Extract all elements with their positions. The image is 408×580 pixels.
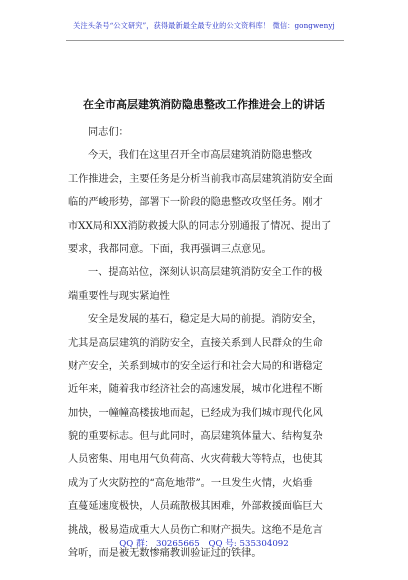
body-line: 耸听，而是被无数惨痛教训验证过的铁律。 — [68, 548, 262, 560]
qq-group-text: QQ 群： 30265665 — [119, 539, 200, 549]
header-divider — [66, 40, 344, 41]
qq-number-text: QQ 号: 535304092 — [208, 539, 289, 549]
body-line: 财产安全，关系到城市的安全运行和社会大局的和谐稳定 — [68, 360, 323, 372]
body-line: 挑战，极易造成重大人员伤亡和财产损失。这绝不是危言 — [68, 524, 323, 536]
body-line: 工作推进会，主要任务是分析当前我市高层建筑消防安全面 — [68, 173, 333, 185]
body-line: 直蔓延速度极快，人员疏散极其困难，外部救援面临巨大 — [68, 501, 323, 513]
header-note: 关注头条号“公文研究”，获得最新最全最专业的公文资料库！ 微信：gongwenyj — [73, 21, 335, 30]
body-line: 尤其是高层建筑的消防安全，直接关系到人民群众的生命 — [68, 337, 323, 349]
document-title: 在全市高层建筑消防隐患整改工作推进会上的讲话 — [83, 98, 325, 111]
section-heading-line: 一、提高站位，深刻认识高层建筑消防安全工作的极 — [88, 267, 323, 279]
body-line: 加快，一幢幢高楼拔地而起，已经成为我们城市现代化风 — [68, 407, 323, 419]
body-line: 成为了火灾防控的“高危地带”。一旦发生火情，火焰垂 — [68, 477, 313, 489]
body-line: 临的严峻形势，部署下一阶段的隐患整改攻坚任务。刚才 — [68, 197, 323, 209]
body-line: 要求，我都同意。下面，我再强调三点意见。 — [68, 243, 272, 255]
body-line: 人员密集、用电用气负荷高、火灾荷载大等特点，也使其 — [68, 454, 323, 466]
footer-contacts — [0, 537, 408, 549]
body-line: 今天，我们在这里召开全市高层建筑消防隐患整改 — [88, 150, 313, 162]
body-line: 近年来，随着我市经济社会的高速发展，城市化进程不断 — [68, 384, 323, 396]
body-line: 市XX局和XX消防救援大队的同志分别通报了情况、提出了 — [68, 220, 332, 232]
document-body — [68, 121, 344, 565]
body-line: 安全是发展的基石，稳定是大局的前提。消防安全， — [88, 314, 323, 326]
salutation: 同志们： — [88, 127, 129, 138]
body-line: 貌的重要标志。但与此同时，高层建筑体量大、结构复杂 — [68, 431, 323, 443]
section-heading-line: 端重要性与现实紧迫性 — [68, 290, 170, 302]
